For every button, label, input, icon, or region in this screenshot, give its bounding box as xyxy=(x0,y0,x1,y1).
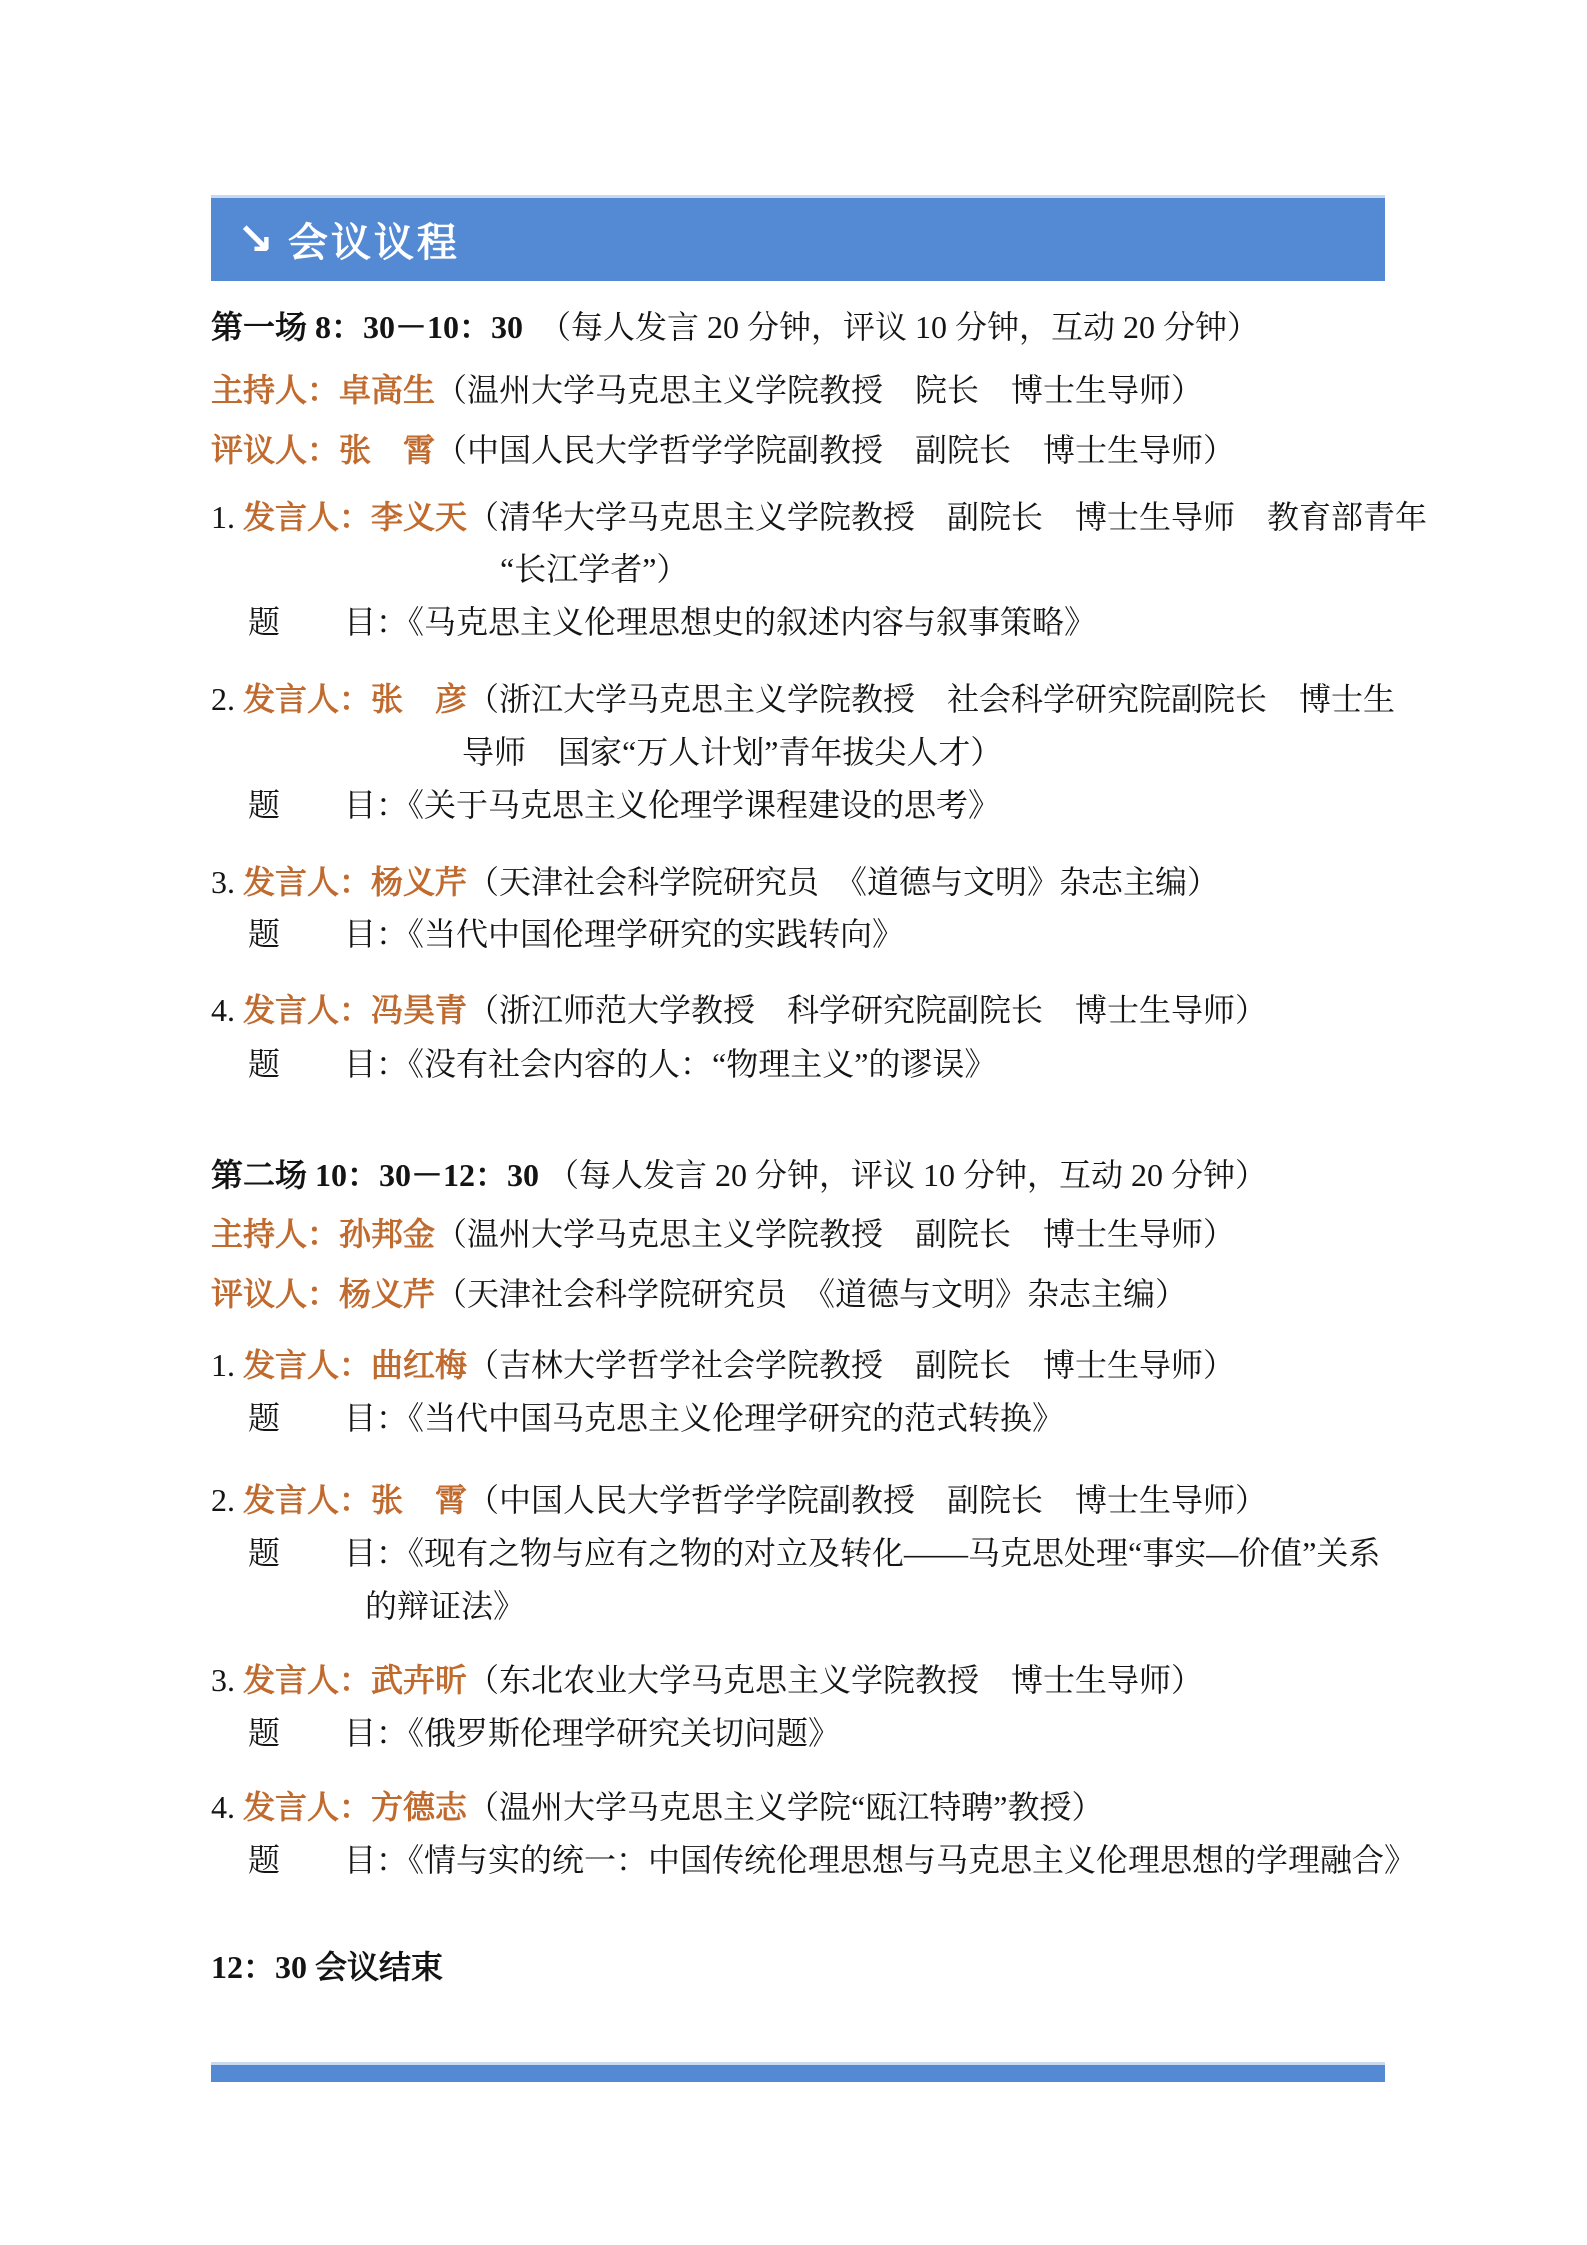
speaker-line xyxy=(211,677,1587,721)
topic-label: 题 目： xyxy=(248,604,409,640)
topic-continuation xyxy=(365,1584,1587,1628)
host-desc: （温州大学马克思主义学院教授 院长 博士生导师） xyxy=(435,372,1204,408)
session2-reviewer-line xyxy=(211,1272,1587,1316)
topic-label: 题 目： xyxy=(248,916,409,952)
session2-host-line xyxy=(211,1212,1587,1256)
speaker-label: 发言人： xyxy=(243,499,372,535)
reviewer-desc: （中国人民大学哲学学院副教授 副院长 博士生导师） xyxy=(435,432,1236,468)
speaker-line xyxy=(211,988,1587,1032)
topic-text: 《情与实的统一：中国传统伦理思想与马克思主义伦理思想的学理融合》 xyxy=(408,1842,1417,1878)
speaker-line xyxy=(211,1343,1587,1387)
topic-line xyxy=(248,1711,1587,1755)
speaker-name: 张 霄 xyxy=(371,1482,468,1518)
session1-heading xyxy=(211,305,1587,349)
speaker-desc: 导师 国家“万人计划”青年拔尖人才） xyxy=(462,734,1003,770)
speaker-label: 发言人： xyxy=(243,681,372,717)
speaker-desc: （天津社会科学院研究员 《道德与文明》杂志主编） xyxy=(467,864,1220,900)
speaker-label: 发言人： xyxy=(243,1662,372,1698)
topic-text: 《马克思主义伦理思想史的叙述内容与叙事策略》 xyxy=(408,604,1097,640)
topic-label: 题 目： xyxy=(248,1046,409,1082)
speaker-name: 冯昊青 xyxy=(371,992,468,1028)
section-title: 会议议程 xyxy=(287,221,460,265)
speaker-name: 方德志 xyxy=(371,1789,468,1825)
speaker-label: 发言人： xyxy=(243,864,372,900)
topic-line xyxy=(248,1531,1587,1575)
topic-text: 《现有之物与应有之物的对立及转化——马克思处理“事实—价值”关系 xyxy=(408,1535,1381,1571)
session1-note: （每人发言 20 分钟，评议 10 分钟，互动 20 分钟） xyxy=(523,309,1260,345)
footer-rule xyxy=(211,2062,1385,2082)
closing-text: 会议结束 xyxy=(315,1949,444,1985)
speaker-desc: （中国人民大学哲学学院副教授 副院长 博士生导师） xyxy=(467,1482,1268,1518)
topic-line xyxy=(248,1042,1587,1086)
reviewer-desc: （天津社会科学院研究员 《道德与文明》杂志主编） xyxy=(435,1276,1188,1312)
topic-line xyxy=(248,1838,1587,1882)
speaker-name: 武卉昕 xyxy=(371,1662,468,1698)
speaker-number: 3. xyxy=(211,864,243,900)
speaker-label: 发言人： xyxy=(243,992,372,1028)
topic-label: 题 目： xyxy=(248,1842,409,1878)
topic-text: 《俄罗斯伦理学研究关切问题》 xyxy=(408,1715,841,1751)
host-label: 主持人： xyxy=(211,372,340,408)
speaker-number: 1. xyxy=(211,1347,243,1383)
speaker-line xyxy=(211,1785,1587,1829)
reviewer-label: 评议人： xyxy=(211,432,340,468)
speaker-line xyxy=(211,495,1587,539)
reviewer-name: 杨义芹 xyxy=(339,1276,436,1312)
speaker-desc-continuation xyxy=(462,730,1587,774)
speaker-desc: （浙江大学马克思主义学院教授 社会科学研究院副院长 博士生 xyxy=(467,681,1396,717)
speaker-line xyxy=(211,1658,1587,1702)
topic-label: 题 目： xyxy=(248,1715,409,1751)
topic-line xyxy=(248,1396,1587,1440)
host-name: 孙邦金 xyxy=(339,1216,436,1252)
speaker-label: 发言人： xyxy=(243,1789,372,1825)
speaker-line xyxy=(211,1478,1587,1522)
speaker-desc: （清华大学马克思主义学院教授 副院长 博士生导师 教育部青年 xyxy=(467,499,1428,535)
speaker-label: 发言人： xyxy=(243,1347,372,1383)
speaker-desc: （温州大学马克思主义学院“瓯江特聘”教授） xyxy=(467,1789,1104,1825)
topic-text: 《关于马克思主义伦理学课程建设的思考》 xyxy=(408,787,1001,823)
topic-text: 《当代中国伦理学研究的实践转向》 xyxy=(408,916,905,952)
host-desc: （温州大学马克思主义学院教授 副院长 博士生导师） xyxy=(435,1216,1236,1252)
speaker-number: 4. xyxy=(211,992,243,1028)
topic-text: 的辩证法》 xyxy=(365,1588,526,1624)
topic-line xyxy=(248,600,1587,644)
speaker-desc: （浙江师范大学教授 科学研究院副院长 博士生导师） xyxy=(467,992,1268,1028)
closing-time: 12：30 xyxy=(211,1949,316,1985)
speaker-desc-continuation xyxy=(500,547,1587,591)
speaker-number: 3. xyxy=(211,1662,243,1698)
speaker-number: 2. xyxy=(211,681,243,717)
topic-label: 题 目： xyxy=(248,1400,409,1436)
speaker-name: 李义天 xyxy=(371,499,468,535)
session2-title: 第二场 xyxy=(211,1157,308,1193)
topic-line xyxy=(248,912,1587,956)
reviewer-name: 张 霄 xyxy=(339,432,436,468)
session2-note: （每人发言 20 分钟，评议 10 分钟，互动 20 分钟） xyxy=(539,1157,1268,1193)
speaker-desc: （吉林大学哲学社会学院教授 副院长 博士生导师） xyxy=(467,1347,1236,1383)
host-label: 主持人： xyxy=(211,1216,340,1252)
session1-time: 8：30－10：30 xyxy=(307,309,524,345)
speaker-number: 4. xyxy=(211,1789,243,1825)
speaker-desc: “长江学者”） xyxy=(500,551,689,587)
session2-heading xyxy=(211,1153,1587,1197)
speaker-line xyxy=(211,860,1587,904)
section-header-bar xyxy=(211,195,1385,281)
closing-line xyxy=(211,1945,1587,1989)
host-name: 卓高生 xyxy=(339,372,436,408)
topic-label: 题 目： xyxy=(248,1535,409,1571)
speaker-name: 张 彦 xyxy=(371,681,468,717)
session2-time: 10：30－12：30 xyxy=(307,1157,540,1193)
topic-line xyxy=(248,783,1587,827)
speaker-desc: （东北农业大学马克思主义学院教授 博士生导师） xyxy=(467,1662,1204,1698)
session1-title: 第一场 xyxy=(211,309,308,345)
topic-label: 题 目： xyxy=(248,787,409,823)
speaker-label: 发言人： xyxy=(243,1482,372,1518)
session1-host-line xyxy=(211,368,1587,412)
speaker-number: 2. xyxy=(211,1482,243,1518)
arrow-icon: ↘ xyxy=(237,214,274,264)
topic-text: 《没有社会内容的人：“物理主义”的谬误》 xyxy=(408,1046,997,1082)
session1-reviewer-line xyxy=(211,428,1587,472)
reviewer-label: 评议人： xyxy=(211,1276,340,1312)
speaker-name: 杨义芹 xyxy=(371,864,468,900)
speaker-name: 曲红梅 xyxy=(371,1347,468,1383)
topic-text: 《当代中国马克思主义伦理学研究的范式转换》 xyxy=(408,1400,1065,1436)
speaker-number: 1. xyxy=(211,499,243,535)
